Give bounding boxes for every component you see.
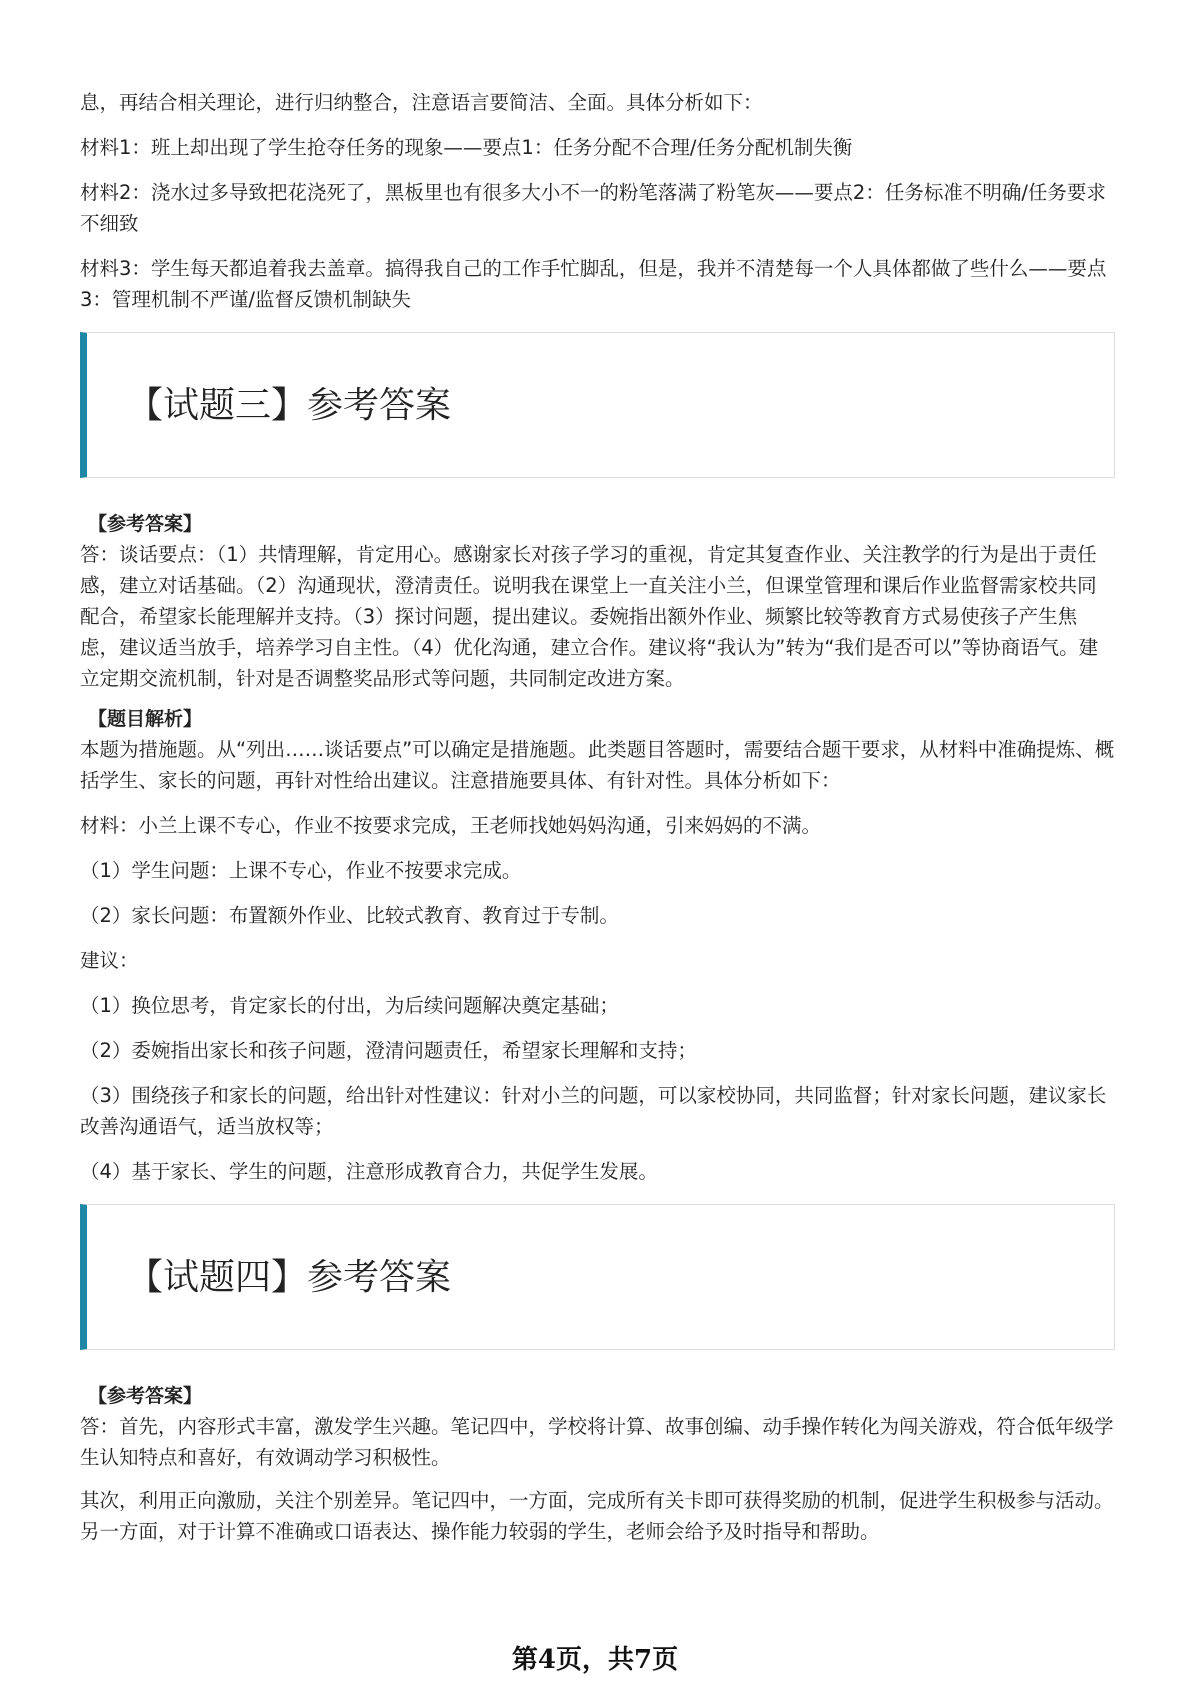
document-page <box>80 0 1115 1559</box>
q3-answer-text: 答：谈话要点：（1）共情理解，肯定用心。感谢家长对孩子学习的重视，肯定其复查作业、关注教学的行为是出于责任感，建立对话基础。（2）沟通现状，澄清责任。说明我在课堂上一直关注小兰，但课堂管理和课后作业监督需家校共同配合，希望家长能理解并支持。（3）探讨问题，提出建议。委婉指出额外作业、频繁比较等教育方式易使孩子产生焦虑，建议适当放手，培养学习自主性。（4）优化沟通，建立合作。建议将“我认为”转为“我们是否可以”等协商语气。建立定期交流机制，针对是否调整奖品形式等问题，共同制定改进方案。 <box>80 543 1099 690</box>
intro-line: 材料1：班上却出现了学生抢夺任务的现象——要点1：任务分配不合理/任务分配机制失衡 <box>80 136 853 159</box>
q3-title: 【试题三】参考答案 <box>127 385 452 426</box>
q4-answer-line: 其次，利用正向激励，关注个别差异。笔记四中，一方面，完成所有关卡即可获得奖励的机制，促进学生积极参与活动。另一方面，对于计算不准确或口语表达、操作能力较弱的学生，老师会给予及时指导和帮助。 <box>80 1489 1114 1543</box>
q3-analysis-line: （1）换位思考，肯定家长的付出，为后续问题解决奠定基础； <box>80 994 619 1017</box>
q3-content <box>80 509 1115 1187</box>
q3-analysis-tag: 【题目解析】 <box>88 708 203 730</box>
q3-analysis-line: 建议： <box>80 949 139 972</box>
q3-analysis-line: 本题为措施题。从“列出……谈话要点”可以确定是措施题。此类题目答题时，需要结合题干要求，从材料中准确提炼、概括学生、家长的问题，再针对性给出建议。注意措施要具体、有针对性。具体分析如下： <box>80 738 1115 792</box>
intro-line: 息，再结合相关理论，进行归纳整合，注意语言要简洁、全面。具体分析如下： <box>80 91 763 114</box>
q3-analysis-line: （2）家长问题：布置额外作业、比较式教育、教育过于专制。 <box>80 904 619 927</box>
q4-answer-line: 答：首先，内容形式丰富，激发学生兴趣。笔记四中，学校将计算、故事创编、动手操作转化为闯关游戏，符合低年级学生认知特点和喜好，有效调动学习积极性。 <box>80 1415 1114 1469</box>
q3-analysis-line: （4）基于家长、学生的问题，注意形成教育合力，共促学生发展。 <box>80 1160 658 1183</box>
intro-line: 材料3：学生每天都追着我去盖章。搞得我自己的工作手忙脚乱，但是，我并不清楚每一个人具体都做了些什么——要点3：管理机制不严谨/监督反馈机制缺失 <box>80 257 1107 311</box>
q4-answer-tag: 【参考答案】 <box>88 1385 203 1407</box>
q3-analysis-line: （3）围绕孩子和家长的问题，给出针对性建议：针对小兰的问题，可以家校协同，共同监督；针对家长问题，建议家长改善沟通语气，适当放权等； <box>80 1084 1107 1138</box>
q4-content <box>80 1381 1115 1547</box>
q3-answer-tag: 【参考答案】 <box>88 513 203 535</box>
intro-line: 材料2：浇水过多导致把花浇死了，黑板里也有很多大小不一的粉笔落满了粉笔灰——要点2：任务标准不明确/任务要求不细致 <box>80 181 1106 235</box>
q4-title: 【试题四】参考答案 <box>127 1257 452 1298</box>
intro-analysis <box>80 0 1115 315</box>
q3-section-header <box>80 332 1115 478</box>
q4-section-header <box>80 1204 1115 1350</box>
q3-analysis-line: 材料：小兰上课不专心，作业不按要求完成，王老师找她妈妈沟通，引来妈妈的不满。 <box>80 814 822 837</box>
q3-analysis-line: （2）委婉指出家长和孩子问题，澄清问题责任，希望家长理解和支持； <box>80 1039 697 1062</box>
q3-analysis-line: （1）学生问题：上课不专心，作业不按要求完成。 <box>80 859 522 882</box>
page-number: 第4页，共7页 <box>511 1645 679 1675</box>
